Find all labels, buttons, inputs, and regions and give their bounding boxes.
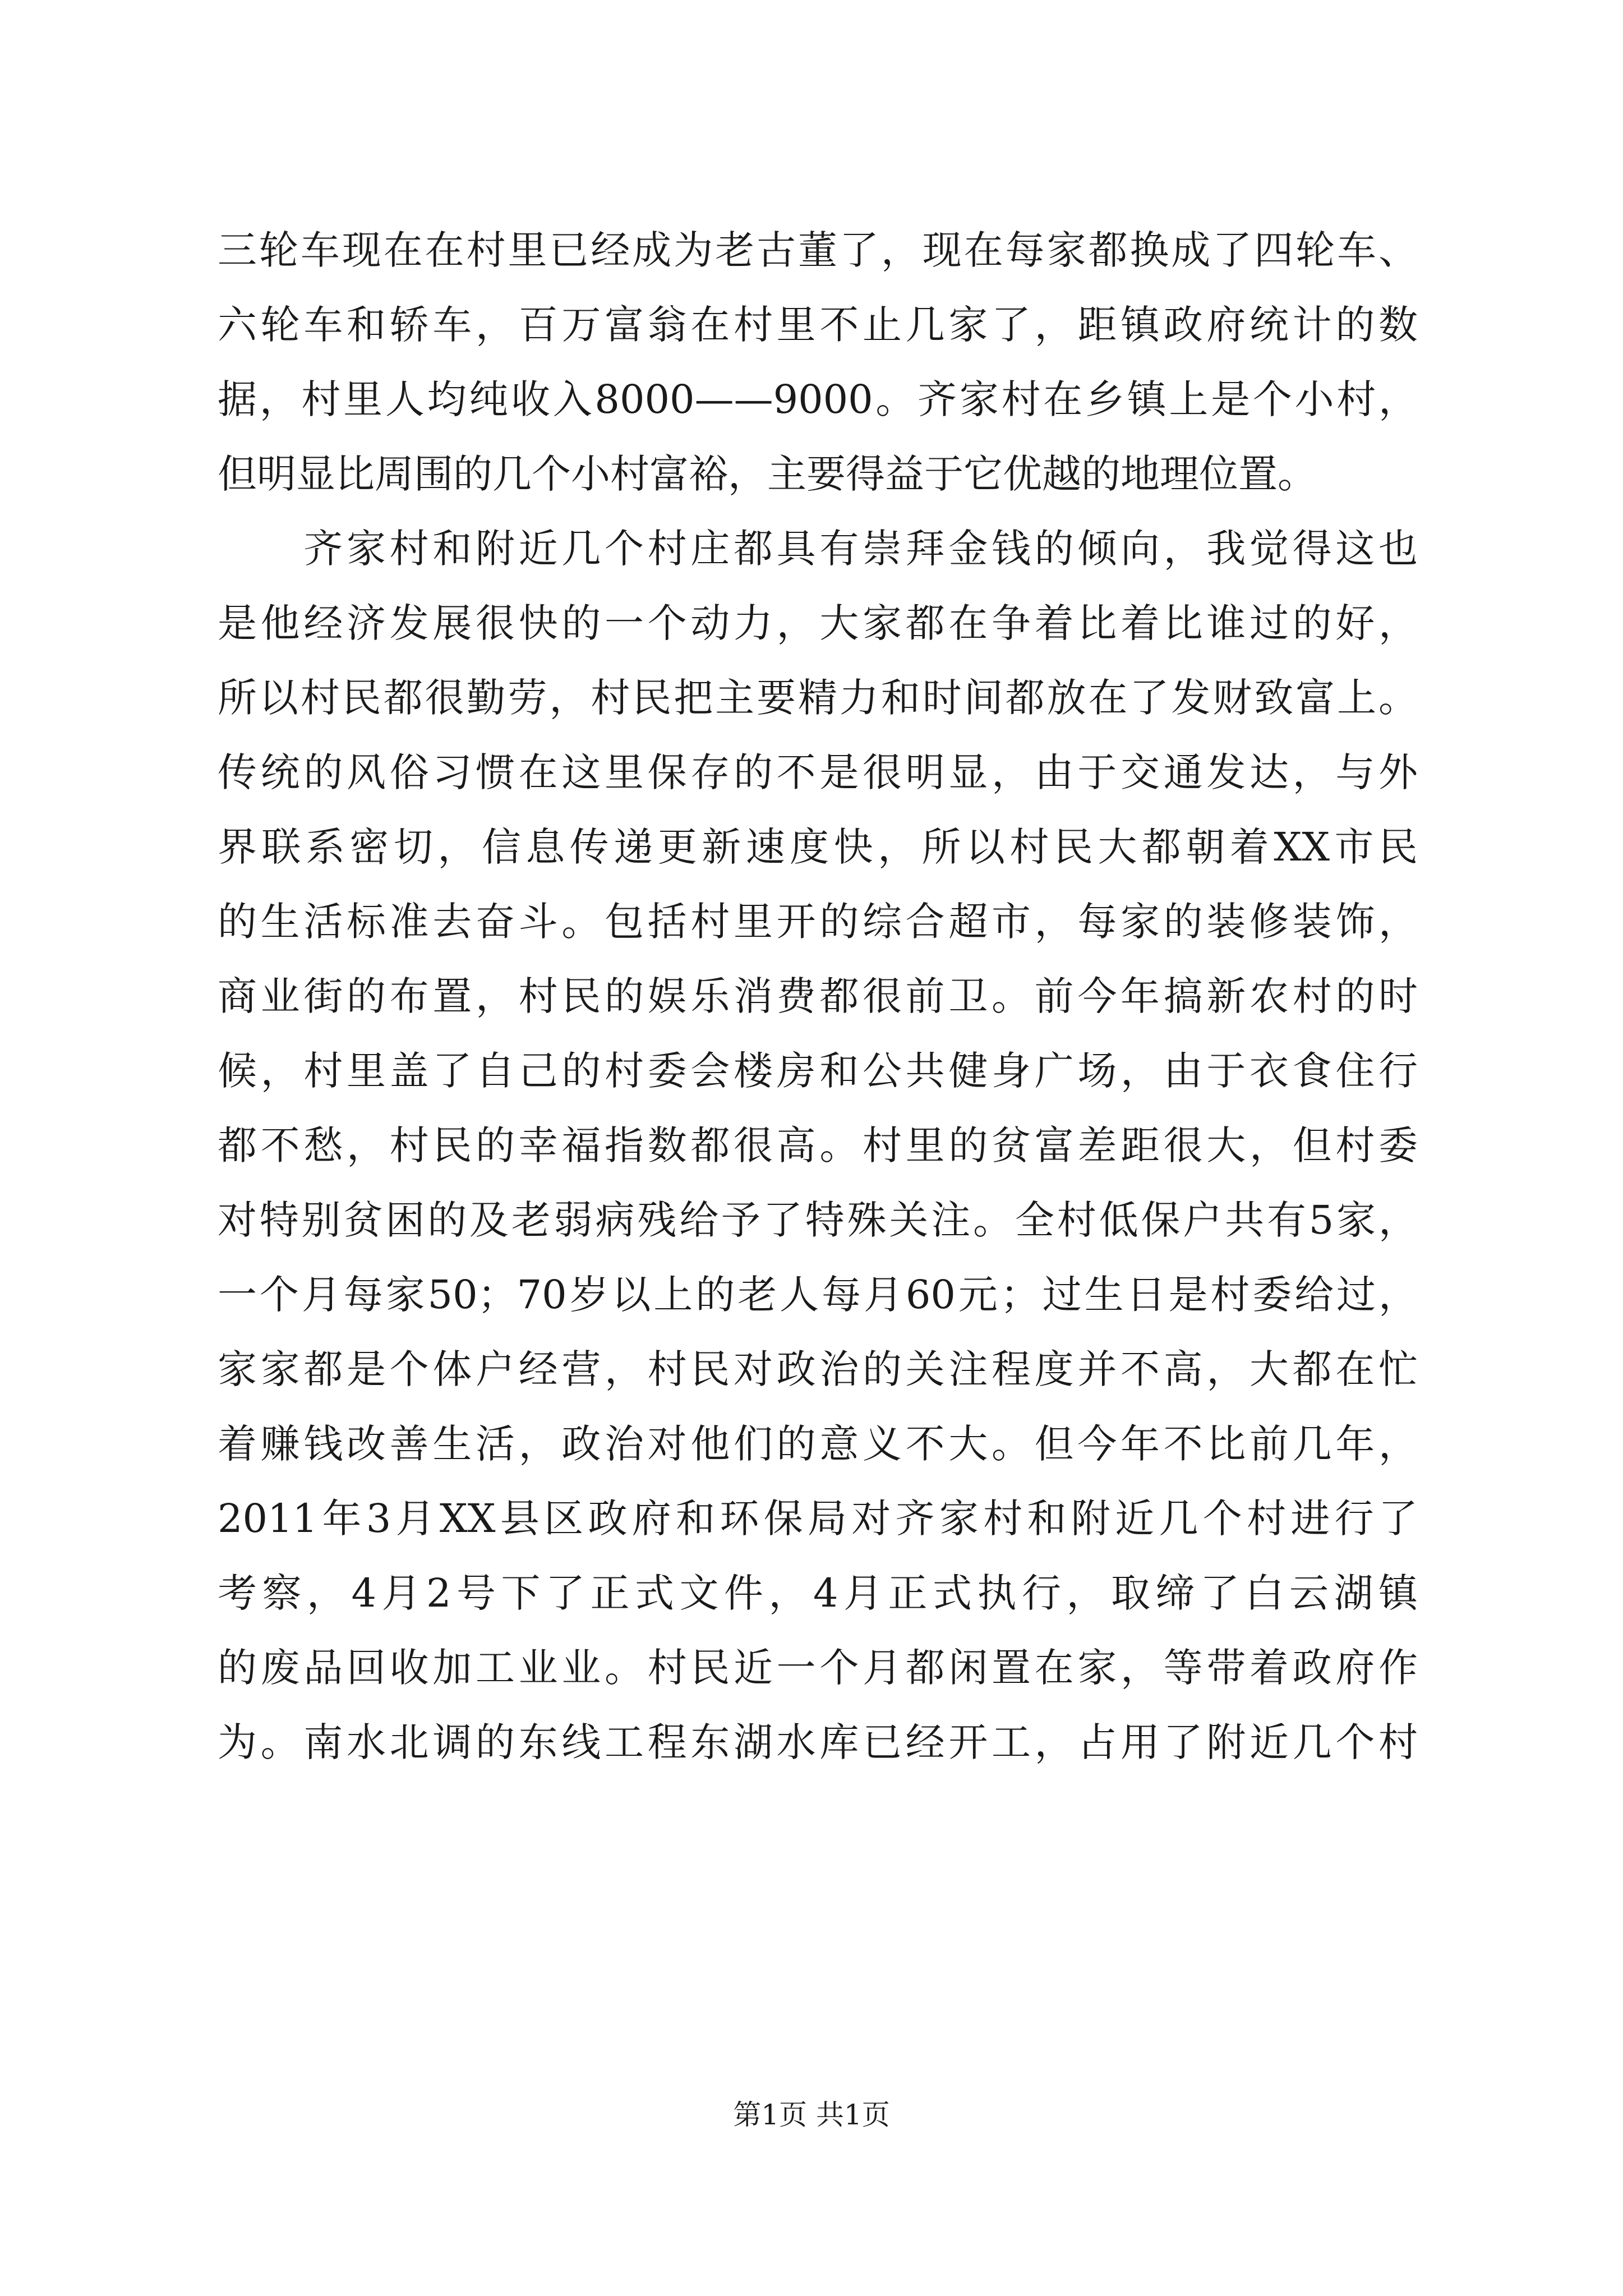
text-line: 家家都是个体户经营，村民对政治的关注程度并不高，大都在忙 bbox=[218, 1346, 1418, 1392]
page-footer: 第1页 共1页 bbox=[733, 2099, 890, 2131]
text-line: 是他经济发展很快的一个动力，大家都在争着比着比谁过的好， bbox=[218, 600, 1418, 646]
text-line: 考察，4月2号下了正式文件，4月正式执行，取缔了白云湖镇 bbox=[218, 1570, 1418, 1616]
text-line: 的生活标准去奋斗。包括村里开的综合超市，每家的装修装饰， bbox=[218, 899, 1418, 945]
text-line: 所以村民都很勤劳，村民把主要精力和时间都放在了发财致富上。 bbox=[218, 675, 1418, 721]
text-line: 传统的风俗习惯在这里保存的不是很明显，由于交通发达，与外 bbox=[218, 749, 1418, 795]
text-line: 六轮车和轿车，百万富翁在村里不止几家了，距镇政府统计的数 bbox=[218, 302, 1418, 348]
text-line: 为。南水北调的东线工程东湖水库已经开工，占用了附近几个村 bbox=[218, 1719, 1418, 1765]
text-line: 都不愁，村民的幸福指数都很高。村里的贫富差距很大，但村委 bbox=[218, 1122, 1418, 1168]
text-line: 的废品回收加工业业。村民近一个月都闲置在家，等带着政府作 bbox=[218, 1645, 1418, 1691]
text-line: 齐家村和附近几个村庄都具有崇拜金钱的倾向，我觉得这也 bbox=[218, 526, 1418, 572]
text-line: 一个月每家50；70岁以上的老人每月60元；过生日是村委给过， bbox=[218, 1272, 1418, 1318]
text-line: 但明显比周围的几个小村富裕，主要得益于它优越的地理位置。 bbox=[218, 451, 1317, 497]
text-line: 着赚钱改善生活，政治对他们的意义不大。但今年不比前几年， bbox=[218, 1421, 1418, 1467]
text-line: 对特别贫困的及老弱病残给予了特殊关注。全村低保户共有5家， bbox=[218, 1197, 1418, 1243]
body-text bbox=[218, 213, 1418, 1780]
text-line: 2011年3月XX县区政府和环保局对齐家村和附近几个村进行了 bbox=[218, 1496, 1418, 1542]
text-line: 三轮车现在在村里已经成为老古董了，现在每家都换成了四轮车、 bbox=[218, 227, 1418, 273]
text-line: 候，村里盖了自己的村委会楼房和公共健身广场，由于衣食住行 bbox=[218, 1048, 1418, 1094]
text-line: 据，村里人均纯收入8000——9000。齐家村在乡镇上是个小村， bbox=[218, 376, 1418, 422]
text-line: 商业街的布置，村民的娱乐消费都很前卫。前今年搞新农村的时 bbox=[218, 973, 1418, 1019]
text-line: 界联系密切，信息传递更新速度快，所以村民大都朝着XX市民 bbox=[218, 824, 1418, 870]
